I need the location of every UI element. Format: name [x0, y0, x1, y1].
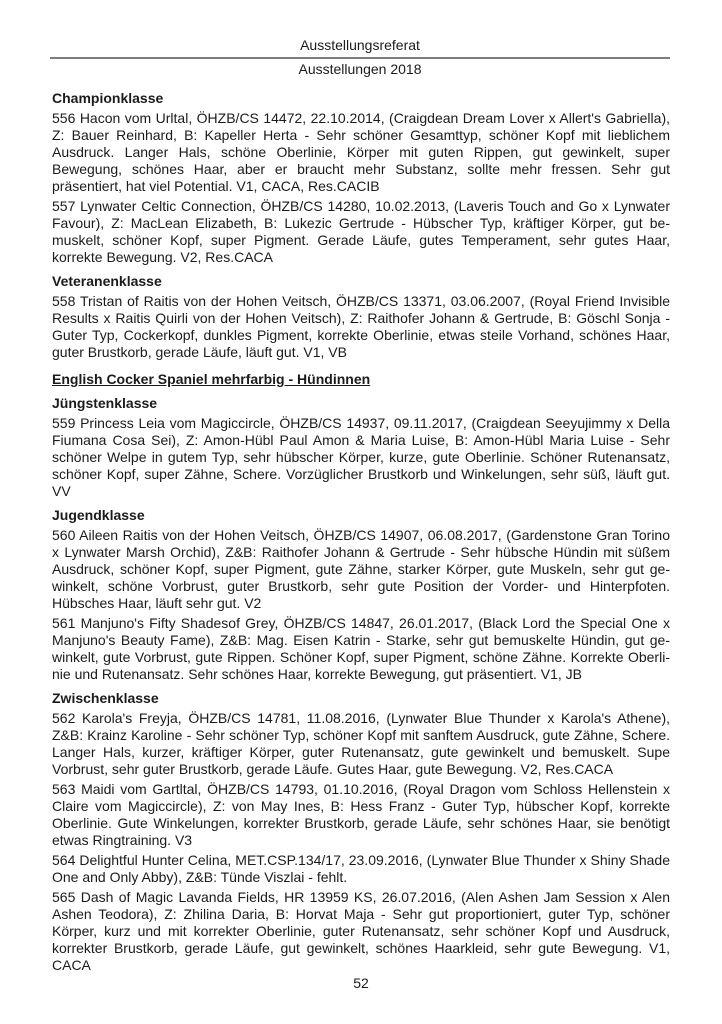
page-header: [50, 37, 670, 78]
page-number: 52: [353, 975, 369, 991]
header-divider-line: [50, 57, 670, 59]
entry-561: 561 Manjuno's Fifty Shadesof Grey, ÖHZB/CS 14847, 26.01.2017, (Black Lord the Special One x Manjuno's Beauty Fame), Z&B: Mag. Eisen Katrin - Starke, sehr gut bemuskelte Hündin, gut gewinkelt, gute Vorbrust, gute Rippen. Schöner Kopf, super Pigment, schöne Zähne. Korrekte Oberlinie und Rutenansatz. Sehr schönes Haar, korrekte Bewegung, gut präsentiert. V1, JB: [52, 615, 670, 682]
heading-championklasse: Championklasse: [52, 90, 164, 106]
heading-breed-section: English Cocker Spaniel mehrfarbig - Hündinnen: [52, 371, 371, 387]
page-footer: [0, 975, 722, 991]
heading-juengstenklasse: Jüngstenklasse: [52, 395, 158, 411]
entry-559: 559 Princess Leia vom Magiccircle, ÖHZB/CS 14937, 09.11.2017, (Craigdean Seeyujimmy x Della Fiumana Cosa Sei), Z: Amon-Hübl Paul Amon & Maria Luise, B: Amon-Hübl Maria Luise - Sehr schöner Welpe in gutem Typ, sehr hübscher Körper, kurze, gute Oberlinie. Schöner Rutenansatz, schöner Kopf, super Zähne, Schere. Vorzüglicher Brustkorb und Winkelungen, sehr süß, läuft gut. VV: [52, 415, 670, 499]
entry-557: 557 Lynwater Celtic Connection, ÖHZB/CS 14280, 10.02.2013, (Laveris Touch and Go x Lynwater Favour), Z: MacLean Elizabeth, B: Lukezic Gertrude - Hübscher Typ, kräftiger Körper, gut bemuskelt, schöner Kopf, super Pigment. Gerade Läufe, gutes Temperament, sehr gutes Haar, korrekte Bewegung. V2, Res.CACA: [52, 198, 670, 265]
entry-558: 558 Tristan of Raitis von der Hohen Veitsch, ÖHZB/CS 13371, 03.06.2007, (Royal Friend Invisible Results x Raitis Quirli von der Hohen Veitsch), Z: Raithofer Johann & Gertrude, B: Göschl Sonja - Guter Typ, Cockerkopf, dunkles Pigment, korrekte Oberlinie, etwas steile Vorhand, schönes Haar, guter Brustkorb, gerade Läufe, läuft gut. V1, VB: [52, 293, 670, 360]
entry-564: 564 Delightful Hunter Celina, MET.CSP.134/17, 23.09.2016, (Lynwater Blue Thunder x Shiny Shade One and Only Abby), Z&B: Tünde Viszlai - fehlt.: [52, 852, 670, 885]
header-subtitle: Ausstellungen 2018: [298, 61, 422, 77]
header-title: Ausstellungsreferat: [300, 37, 420, 53]
entry-560: 560 Aileen Raitis von der Hohen Veitsch, ÖHZB/CS 14907, 06.08.2017, (Gardenstone Gran Torino x Lynwater Marsh Orchid), Z&B: Raithofer Johann & Gertrude - Sehr hübsche Hündin mit süßem Ausdruck, schöner Kopf, super Pigment, gute Zähne, starker Körper, gute Muskeln, sehr gut gewinkelt, schöne Vorbrust, guter Brustkorb, sehr gute Position der Vorder- und Hinterpfoten. Hübsches Haar, läuft sehr gut. V2: [52, 527, 670, 611]
heading-veteranenklasse: Veteranenklasse: [52, 273, 162, 289]
results-text-body: [52, 90, 670, 977]
entry-563: 563 Maidi vom Gartltal, ÖHZB/CS 14793, 01.10.2016, (Royal Dragon vom Schloss Hellenstein x Claire vom Magiccircle), Z: von May Ines, B: Hess Franz - Guter Typ, hübscher Kopf, korrekte Oberlinie. Gute Winkelungen, korrekter Brustkorb, gerade Läufe, sehr schönes Haar, sie benötigt etwas Ringtraining. V3: [52, 781, 670, 848]
heading-jugendklasse: Jugendklasse: [52, 507, 145, 523]
entry-565: 565 Dash of Magic Lavanda Fields, HR 13959 KS, 26.07.2016, (Alen Ashen Jam Session x Alen Ashen Teodora), Z: Zhilina Daria, B: Horvat Maja - Sehr gut proportioniert, guter Typ, schöner Körper, kurz und mit korrekter Oberlinie, guter Rutenansatz, sehr schöner Kopf und Ausdruck, korrekter Brustkorb, gerade Läufe, gut gewinkelt, schönes Haarkleid, sehr gute Bewegung. V1, CACA: [52, 889, 670, 973]
entry-562: 562 Karola's Freyja, ÖHZB/CS 14781, 11.08.2016, (Lynwater Blue Thunder x Karola's Athene), Z&B: Krainz Karoline - Sehr schöner Typ, schöner Kopf mit sanftem Ausdruck, gute Zähne, Schere. Langer Hals, kurzer, kräftiger Körper, guter Rutenansatz, gute gewinkelt und bemuskelt. Supe Vorbrust, sehr guter Brustkorb, gerade Läufe. Gutes Haar, gute Bewegung. V2, Res.CACA: [52, 710, 670, 777]
heading-zwischenklasse: Zwischenklasse: [52, 690, 159, 706]
entry-556: 556 Hacon vom Urltal, ÖHZB/CS 14472, 22.10.2014, (Craigdean Dream Lover x Allert's Gabriella), Z: Bauer Reinhard, B: Kapeller Herta - Sehr schöner Gesamttyp, schöner Kopf mit lieblichem Ausdruck. Langer Hals, schöne Oberlinie, Körper mit guten Rippen, gut gewinkelt, super Bewegung, schönes Haar, aber er braucht mehr Substanz, sollte mehr fressen. Sehr gut präsentiert, hat viel Potential. V1, CACA, Res.CACIB: [52, 110, 670, 194]
